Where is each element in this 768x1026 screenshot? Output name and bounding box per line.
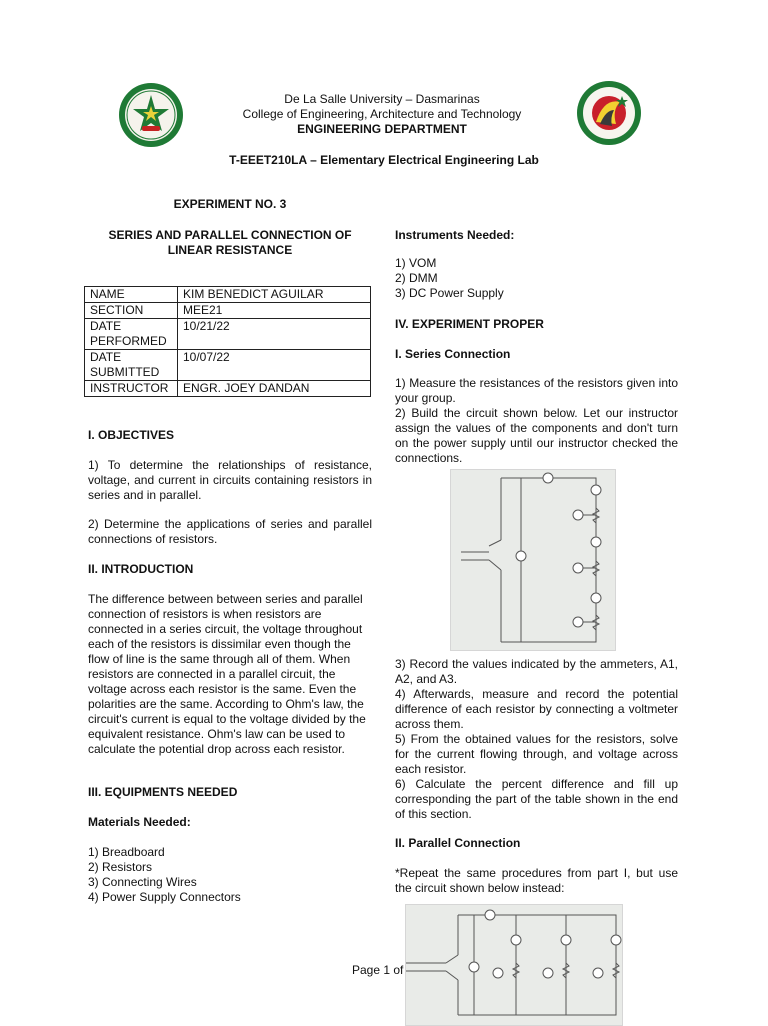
table-row [85, 319, 371, 350]
table-value: ENGR. JOEY DANDAN [178, 381, 371, 397]
objective-item-2: 2) Determine the applications of series and parallel connections of resistors. [88, 517, 372, 546]
introduction-heading: II. INTRODUCTION [88, 562, 194, 576]
table-value: KIM BENEDICT AGUILAR [178, 287, 371, 303]
introduction-body: The difference between between series and parallel connection of resistors is when resistors are connected in a series circuit, the voltage throughout each of the resistors is dissimilar even though the flow of line is the same through all of them. When resistors are connected in a parallel circuit, the voltage across each resistor is the same. Even the polarities are the same. According to Ohm's law, the circuit's current is equal to the voltage divided by the equivalent resistance. Ohm's law can be used to calculate the potential drop across each resistor. [88, 592, 366, 756]
series-connection-heading: I. Series Connection [395, 347, 511, 361]
table-label: INSTRUCTOR [85, 381, 178, 397]
university-seal-logo [118, 82, 184, 148]
document-header [180, 92, 584, 137]
table-row [85, 287, 371, 303]
instruments-heading: Instruments Needed: [395, 228, 515, 242]
table-label: DATE SUBMITTED [85, 350, 178, 381]
list-item: 2) Resistors [88, 860, 153, 874]
college-seal-logo [576, 80, 642, 146]
series-step-2: 2) Build the circuit shown below. Let our instructor assign the values of the components and don't turn on the power supply until our instructor checked the connections. [395, 406, 678, 465]
series-step-1: 1) Measure the resistances of the resistors given into your group. [395, 376, 678, 405]
table-row [85, 303, 371, 319]
page-number: Page 1 of [352, 963, 404, 977]
list-item: 1) Breadboard [88, 845, 165, 859]
materials-heading: Materials Needed: [88, 815, 191, 829]
table-value: 10/21/22 [178, 319, 371, 350]
department-name: ENGINEERING DEPARTMENT [297, 122, 467, 136]
experiment-proper-heading: IV. EXPERIMENT PROPER [395, 317, 544, 331]
objective-item-1: 1) To determine the relationships of resistance, voltage, and current in circuits containing resistors in series and in parallel. [88, 458, 372, 502]
table-row [85, 381, 371, 397]
series-step-3: 3) Record the values indicated by the ammeters, A1, A2, and A3. [395, 657, 678, 686]
table-row [85, 350, 371, 381]
parallel-connection-heading: II. Parallel Connection [395, 836, 521, 850]
series-step-5: 5) From the obtained values for the resistors, solve for the current flowing through, and voltage across each resistor. [395, 732, 678, 776]
series-step-6: 6) Calculate the percent difference and fill up corresponding the part of the table shown in the end of this section. [395, 777, 678, 821]
list-item: 3) DC Power Supply [395, 286, 504, 300]
list-item: 2) DMM [395, 271, 438, 285]
course-title: T-EEET210LA – Elementary Electrical Engineering Lab [229, 153, 539, 167]
experiment-title: SERIES AND PARALLEL CONNECTION OF LINEAR RESISTANCE [108, 228, 352, 257]
experiment-number: EXPERIMENT NO. 3 [173, 197, 287, 211]
university-name: De La Salle University – Dasmarinas [284, 92, 480, 106]
list-item: 4) Power Supply Connectors [88, 890, 241, 904]
table-value: 10/07/22 [178, 350, 371, 381]
materials-list [88, 845, 372, 905]
list-item: 3) Connecting Wires [88, 875, 197, 889]
list-item: 1) VOM [395, 256, 437, 270]
table-label: DATE PERFORMED [85, 319, 178, 350]
series-step-4: 4) Afterwards, measure and record the potential difference of each resistor by connecting a voltmeter across them. [395, 687, 678, 731]
parallel-circuit-diagram [405, 904, 623, 1026]
student-info-table [84, 286, 371, 397]
series-circuit-diagram [450, 469, 616, 651]
college-name: College of Engineering, Architecture and Technology [242, 107, 522, 121]
table-label: NAME [85, 287, 178, 303]
table-label: SECTION [85, 303, 178, 319]
objectives-heading: I. OBJECTIVES [88, 428, 175, 442]
instruments-list [395, 256, 678, 301]
table-value: MEE21 [178, 303, 371, 319]
equipments-heading: III. EQUIPMENTS NEEDED [88, 785, 238, 799]
parallel-instructions: *Repeat the same procedures from part I, but use the circuit shown below instead: [395, 866, 678, 895]
